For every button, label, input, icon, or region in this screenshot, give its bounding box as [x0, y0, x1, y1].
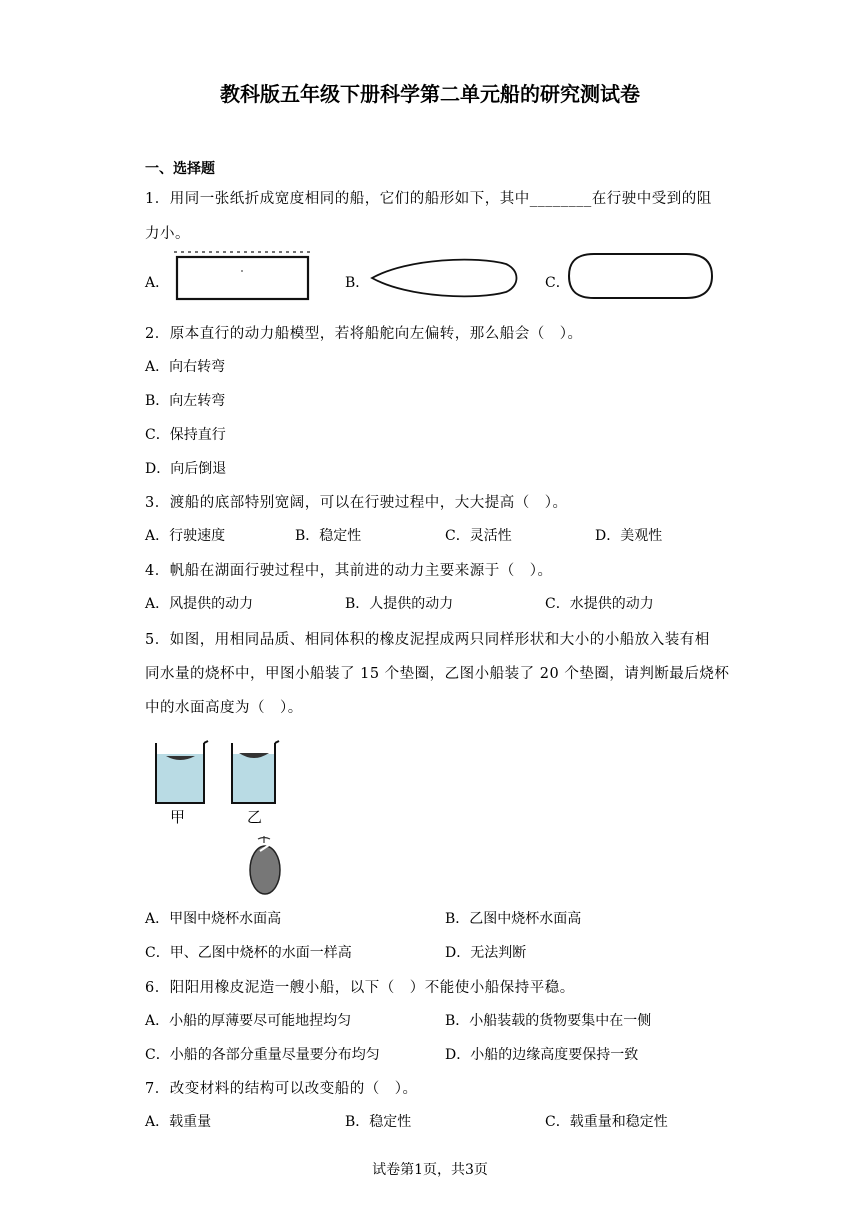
q1-option-a[interactable]: A．	[145, 275, 170, 291]
label-yi: 乙	[247, 808, 263, 826]
q1-stem-line2: 力小。	[145, 226, 190, 242]
q6-option-b[interactable]: B．小船装载的货物要集中在一侧	[445, 1013, 652, 1029]
q1-stem-line1: 1．用同一张纸折成宽度相同的船，它们的船形如下，其中________在行驶中受到的阻	[145, 191, 712, 207]
q7-option-c[interactable]: C．载重量和稳定性	[545, 1114, 668, 1130]
q2-option-c[interactable]: C．保持直行	[145, 427, 226, 443]
beaker-yi-illustration	[231, 740, 291, 806]
q1-option-c[interactable]: C．	[545, 275, 570, 291]
teardrop-boat-shape	[368, 256, 523, 301]
q3-stem: 3．渡船的底部特别宽阔，可以在行驶过程中，大大提高（ ）。	[145, 495, 568, 511]
label-jia: 甲	[170, 808, 186, 826]
q2-stem: 2．原本直行的动力船模型，若将船舵向左偏转，那么船会（ ）。	[145, 326, 583, 342]
stone-illustration	[246, 833, 286, 897]
oval-boat-shape	[566, 252, 716, 302]
q2-option-b[interactable]: B．向左转弯	[145, 393, 226, 409]
q5-option-c[interactable]: C．甲、乙图中烧杯的水面一样高	[145, 945, 352, 961]
page-title: 教科版五年级下册科学第二单元船的研究测试卷	[220, 82, 640, 106]
q7-stem: 7．改变材料的结构可以改变船的（ ）。	[145, 1081, 418, 1097]
q5-option-d[interactable]: D．无法判断	[445, 945, 527, 961]
q3-option-a[interactable]: A．行驶速度	[145, 528, 226, 544]
q4-stem: 4．帆船在湖面行驶过程中，其前进的动力主要来源于（ ）。	[145, 563, 553, 579]
page-footer: 试卷第1页，共3页	[372, 1162, 488, 1178]
q3-option-c[interactable]: C．灵活性	[445, 528, 512, 544]
q6-option-c[interactable]: C．小船的各部分重量尽量要分布均匀	[145, 1047, 380, 1063]
q2-option-a[interactable]: A．向右转弯	[145, 359, 226, 375]
q3-option-d[interactable]: D．美观性	[595, 528, 663, 544]
q4-option-c[interactable]: C．水提供的动力	[545, 596, 654, 612]
q6-stem: 6．阳阳用橡皮泥造一艘小船，以下（ ）不能使小船保持平稳。	[145, 980, 575, 996]
q4-option-a[interactable]: A．风提供的动力	[145, 596, 254, 612]
q7-option-a[interactable]: A．载重量	[145, 1114, 212, 1130]
q1-option-b[interactable]: B．	[345, 275, 370, 291]
q3-option-b[interactable]: B．稳定性	[295, 528, 362, 544]
q5-option-a[interactable]: A．甲图中烧杯水面高	[145, 911, 282, 927]
q2-option-d[interactable]: D．向后倒退	[145, 461, 227, 477]
q4-option-b[interactable]: B．人提供的动力	[345, 596, 454, 612]
q5-stem-line2: 同水量的烧杯中，甲图小船装了 15 个垫圈，乙图小船装了 20 个垫圈，请判断最后烧杯	[145, 666, 730, 682]
q5-stem-line3: 中的水面高度为（ ）。	[145, 700, 303, 716]
q5-stem-line1: 5．如图，用相同品质、相同体积的橡皮泥捏成两只同样形状和大小的小船放入装有相	[145, 632, 710, 648]
q7-option-b[interactable]: B．稳定性	[345, 1114, 412, 1130]
section-heading: 一、选择题	[145, 161, 215, 177]
rectangle-boat-shape	[170, 250, 315, 305]
q6-option-a[interactable]: A．小船的厚薄要尽可能地捏均匀	[145, 1013, 352, 1029]
beaker-jia-illustration	[155, 740, 215, 806]
q6-option-d[interactable]: D．小船的边缘高度要保持一致	[445, 1047, 639, 1063]
q5-option-b[interactable]: B．乙图中烧杯水面高	[445, 911, 582, 927]
